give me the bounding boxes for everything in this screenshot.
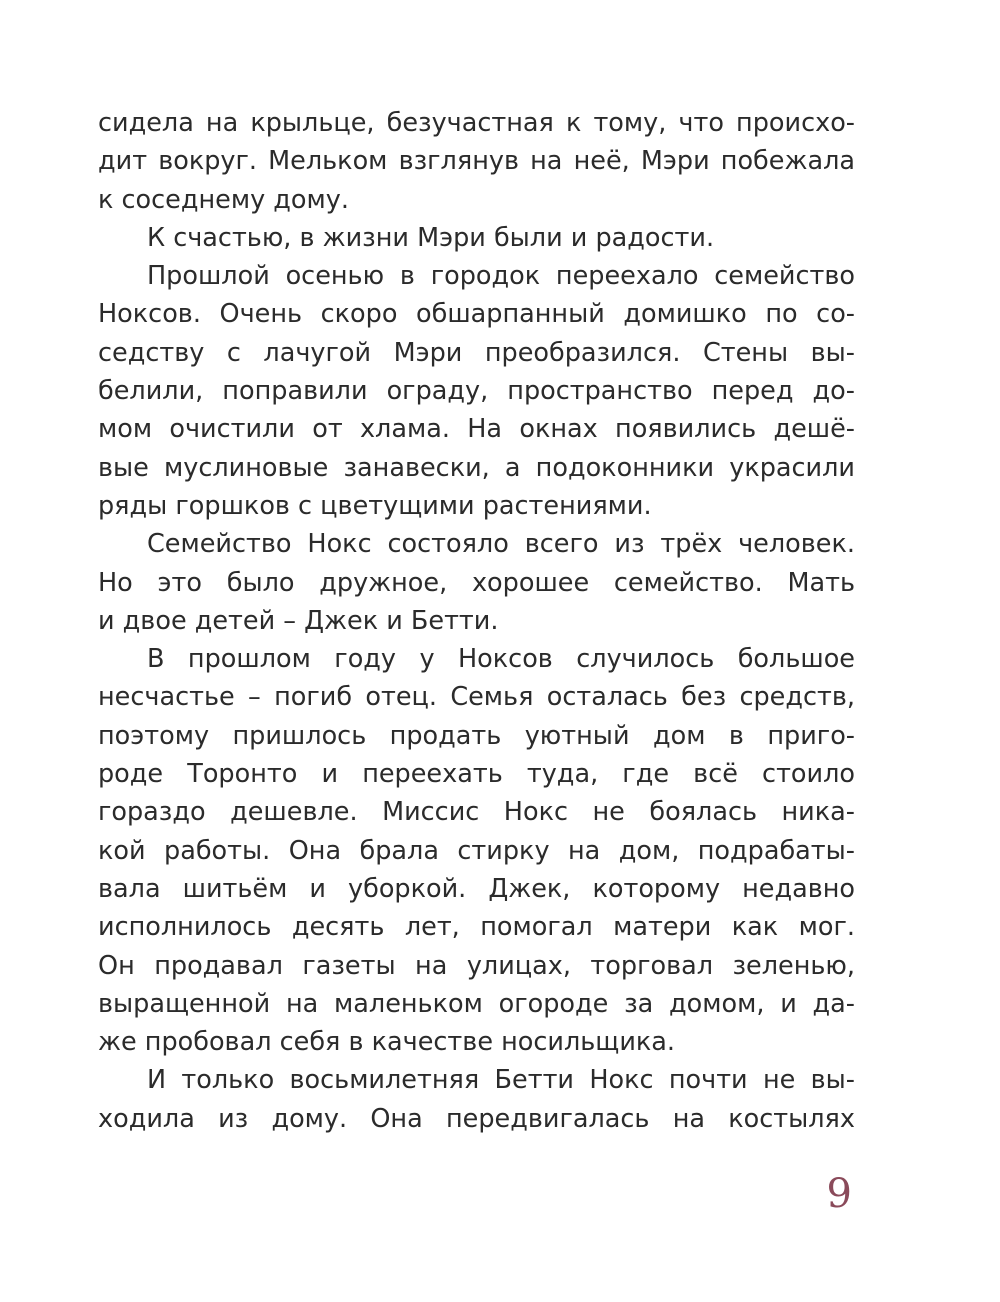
- text-line: роде Торонто и переехать туда, где всё стоило: [98, 759, 855, 790]
- text-line: поэтому пришлось продать уютный дом в приго-: [98, 720, 855, 751]
- text-line: вала шитьём и уборкой. Джек, которому недавно: [98, 873, 855, 904]
- text-line: кой работы. Она брала стирку на дом, подрабаты-: [98, 835, 855, 866]
- text-line: к соседнему дому.: [98, 184, 349, 215]
- text-line: Но это было дружное, хорошее семейство. Мать: [98, 567, 855, 598]
- text-line: исполнилось десять лет, помогал матери как мог.: [98, 912, 855, 943]
- text-line: ряды горшков с цветущими растениями.: [98, 490, 652, 521]
- text-line: седству с лачугой Мэри преобразился. Стены вы-: [98, 337, 855, 368]
- paragraph: [98, 257, 855, 525]
- text-line: Семейство Нокс состояло всего из трёх человек.: [147, 529, 855, 560]
- page-number: 9: [826, 1171, 852, 1217]
- text-line: дит вокруг. Мельком взглянув на неё, Мэри побежала: [98, 146, 855, 177]
- text-line: гораздо дешевле. Миссис Нокс не боялась ника-: [98, 797, 855, 828]
- text-line: Ноксов. Очень скоро обшарпанный домишко по со-: [98, 299, 855, 330]
- text-line: и двое детей – Джек и Бетти.: [98, 605, 499, 636]
- paragraph: [98, 104, 855, 219]
- paragraph: [98, 219, 855, 257]
- text-line: И только восьмилетняя Бетти Нокс почти не вы-: [147, 1065, 855, 1096]
- text-line: выращенной на маленьком огороде за домом, и да-: [98, 988, 855, 1019]
- book-page-text: [98, 104, 855, 1138]
- text-line: ходила из дому. Она передвигалась на костылях: [98, 1103, 855, 1134]
- text-line: сидела на крыльце, безучастная к тому, что происхо-: [98, 108, 855, 138]
- text-line: мом очистили от хлама. На окнах появились дешё-: [98, 414, 855, 445]
- paragraph: [98, 1061, 855, 1138]
- text-line: несчастье – погиб отец. Семья осталась без средств,: [98, 682, 855, 713]
- text-line: В прошлом году у Ноксов случилось большое: [147, 644, 855, 675]
- text-line: же пробовал себя в качестве носильщика.: [98, 1027, 676, 1058]
- text-line: Он продавал газеты на улицах, торговал зеленью,: [98, 950, 855, 981]
- text-line: белили, поправили ограду, пространство перед до-: [98, 376, 855, 407]
- paragraph: [98, 525, 855, 640]
- paragraph: [98, 640, 855, 1061]
- text-line: вые муслиновые занавески, а подоконники украсили: [98, 452, 855, 483]
- text-line: К счастью, в жизни Мэри были и радости.: [147, 222, 715, 253]
- text-line: Прошлой осенью в городок переехало семейство: [147, 261, 855, 292]
